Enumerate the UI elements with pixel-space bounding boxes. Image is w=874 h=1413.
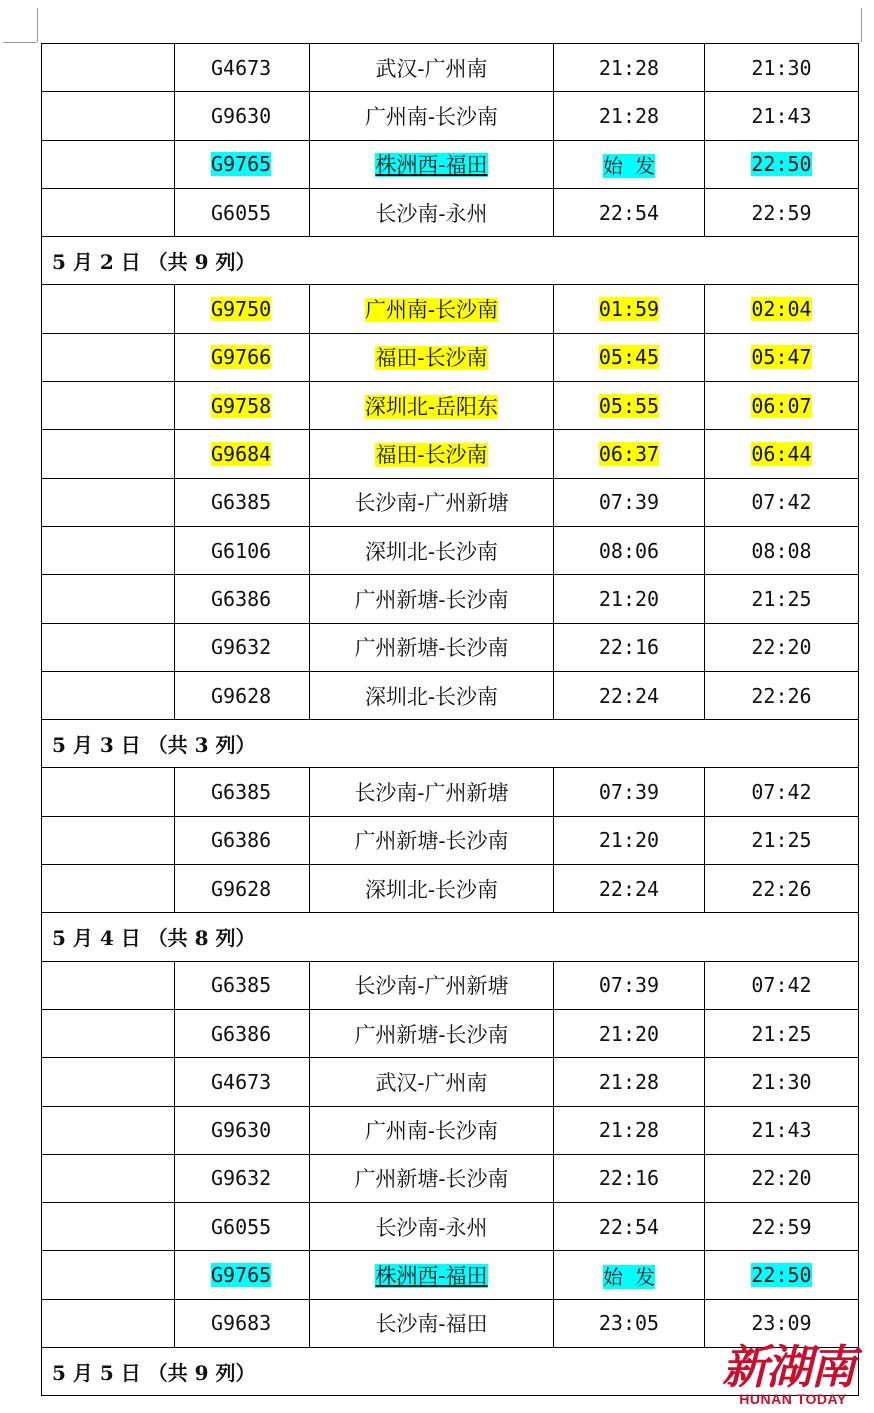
train-number-cell bbox=[175, 1251, 310, 1299]
departure-time: 23:05 bbox=[598, 1311, 660, 1336]
departure-time-cell bbox=[554, 285, 705, 333]
arrival-time: 21:43 bbox=[751, 1118, 812, 1143]
blank-cell-cell bbox=[42, 430, 175, 478]
departure-time-cell bbox=[554, 1251, 705, 1299]
train-number-cell bbox=[175, 526, 310, 574]
departure-time-cell bbox=[554, 430, 705, 478]
arrival-time-cell bbox=[705, 382, 859, 430]
train-route: 广州南-长沙南 bbox=[364, 298, 499, 323]
arrival-time-cell bbox=[705, 1251, 859, 1299]
blank-cell-cell bbox=[42, 768, 175, 816]
blank-cell-cell bbox=[42, 623, 175, 671]
train-row bbox=[42, 430, 859, 478]
crop-mark-top-left-v bbox=[37, 8, 38, 42]
train-route-cell bbox=[310, 961, 554, 1009]
arrival-time-cell bbox=[705, 188, 859, 236]
departure-time-cell bbox=[554, 382, 705, 430]
departure-time: 05:55 bbox=[598, 393, 660, 418]
train-route: 长沙南-福田 bbox=[375, 1312, 488, 1337]
blank-cell-cell bbox=[42, 285, 175, 333]
departure-time: 22:24 bbox=[598, 683, 660, 708]
blank-cell-cell bbox=[42, 1106, 175, 1154]
train-row bbox=[42, 285, 859, 333]
arrival-time-cell bbox=[705, 430, 859, 478]
train-number-cell bbox=[175, 333, 310, 381]
arrival-time: 23:09 bbox=[751, 1311, 812, 1336]
train-number: G6385 bbox=[211, 780, 272, 805]
blank-cell-cell bbox=[42, 478, 175, 526]
train-route-cell bbox=[310, 285, 554, 333]
date-header: 5 月 3 日 （共 3 列） bbox=[42, 720, 859, 768]
arrival-time-cell bbox=[705, 285, 859, 333]
departure-time-cell bbox=[554, 1009, 705, 1057]
arrival-time: 21:25 bbox=[751, 1021, 812, 1046]
train-route: 广州新塘-长沙南 bbox=[354, 636, 509, 661]
departure-time: 21:20 bbox=[598, 828, 660, 853]
train-row bbox=[42, 1154, 859, 1202]
train-route-cell bbox=[310, 1203, 554, 1251]
departure-time: 08:06 bbox=[598, 538, 660, 563]
train-row bbox=[42, 768, 859, 816]
train-number: G9684 bbox=[211, 442, 272, 467]
train-route: 武汉-广州南 bbox=[375, 1070, 488, 1095]
arrival-time: 22:50 bbox=[751, 1263, 812, 1288]
train-number-cell bbox=[175, 1203, 310, 1251]
date-header-row bbox=[42, 913, 859, 961]
train-number-cell bbox=[175, 44, 310, 92]
departure-time: 07:39 bbox=[598, 780, 660, 805]
departure-time-cell bbox=[554, 1299, 705, 1347]
arrival-time: 22:20 bbox=[751, 1166, 812, 1191]
blank-cell-cell bbox=[42, 961, 175, 1009]
blank-cell-cell bbox=[42, 526, 175, 574]
train-schedule-table bbox=[41, 43, 859, 1396]
blank-cell-cell bbox=[42, 671, 175, 719]
train-route-cell bbox=[310, 1154, 554, 1202]
blank-cell-cell bbox=[42, 575, 175, 623]
departure-time: 07:39 bbox=[598, 490, 660, 515]
train-number-cell bbox=[175, 1299, 310, 1347]
blank-cell-cell bbox=[42, 44, 175, 92]
departure-time-cell bbox=[554, 816, 705, 864]
arrival-time: 22:50 bbox=[751, 152, 812, 177]
train-number-cell bbox=[175, 623, 310, 671]
train-route-cell bbox=[310, 1299, 554, 1347]
train-number-cell bbox=[175, 575, 310, 623]
train-route: 长沙南-广州新塘 bbox=[354, 491, 509, 516]
arrival-time-cell bbox=[705, 526, 859, 574]
train-row bbox=[42, 333, 859, 381]
arrival-time-cell bbox=[705, 478, 859, 526]
logo-english-text: HUNAN TODAY bbox=[739, 1391, 847, 1407]
departure-time: 21:28 bbox=[598, 103, 660, 128]
train-route-cell bbox=[310, 188, 554, 236]
arrival-time-cell bbox=[705, 1106, 859, 1154]
train-row bbox=[42, 92, 859, 140]
arrival-time-cell bbox=[705, 92, 859, 140]
arrival-time: 22:59 bbox=[751, 1214, 812, 1239]
blank-cell-cell bbox=[42, 1154, 175, 1202]
departure-time: 06:37 bbox=[598, 442, 660, 467]
train-route: 福田-长沙南 bbox=[375, 443, 488, 468]
departure-time-cell bbox=[554, 1106, 705, 1154]
departure-time: 22:16 bbox=[598, 635, 660, 660]
train-number: G4673 bbox=[211, 1069, 272, 1094]
train-route-cell bbox=[310, 430, 554, 478]
departure-time: 22:24 bbox=[598, 876, 660, 901]
train-number: G9765 bbox=[211, 1263, 272, 1288]
train-route-cell bbox=[310, 140, 554, 188]
train-number-cell bbox=[175, 865, 310, 913]
arrival-time-cell bbox=[705, 671, 859, 719]
departure-time: 22:54 bbox=[598, 200, 660, 225]
departure-time: 21:28 bbox=[598, 1118, 660, 1143]
train-number: G6106 bbox=[211, 538, 272, 563]
departure-time: 21:20 bbox=[598, 1021, 660, 1046]
blank-cell-cell bbox=[42, 1299, 175, 1347]
blank-cell-cell bbox=[42, 333, 175, 381]
train-route: 株洲西-福田 bbox=[375, 1264, 488, 1289]
train-number-cell bbox=[175, 1154, 310, 1202]
train-route-cell bbox=[310, 865, 554, 913]
train-row bbox=[42, 188, 859, 236]
train-route: 深圳北-长沙南 bbox=[364, 539, 499, 564]
train-route-cell bbox=[310, 671, 554, 719]
blank-cell-cell bbox=[42, 1009, 175, 1057]
arrival-time: 07:42 bbox=[751, 490, 812, 515]
arrival-time: 21:25 bbox=[751, 828, 812, 853]
blank-cell-cell bbox=[42, 1058, 175, 1106]
arrival-time: 21:30 bbox=[751, 1069, 812, 1094]
blank-cell-cell bbox=[42, 1203, 175, 1251]
blank-cell-cell bbox=[42, 865, 175, 913]
departure-time: 始 发 bbox=[602, 153, 656, 178]
arrival-time-cell bbox=[705, 961, 859, 1009]
arrival-time: 06:07 bbox=[751, 393, 812, 418]
train-number-cell bbox=[175, 961, 310, 1009]
train-number: G9630 bbox=[211, 103, 272, 128]
date-header: 5 月 4 日 （共 8 列） bbox=[42, 913, 859, 961]
train-route-cell bbox=[310, 333, 554, 381]
train-route: 广州南-长沙南 bbox=[364, 1119, 499, 1144]
arrival-time-cell bbox=[705, 865, 859, 913]
train-row bbox=[42, 478, 859, 526]
departure-time: 21:20 bbox=[598, 586, 660, 611]
train-number-cell bbox=[175, 671, 310, 719]
train-number: G9683 bbox=[211, 1311, 272, 1336]
train-row bbox=[42, 575, 859, 623]
train-row bbox=[42, 961, 859, 1009]
hunan-today-logo bbox=[718, 1331, 868, 1407]
departure-time-cell bbox=[554, 333, 705, 381]
train-number: G6055 bbox=[211, 1214, 272, 1239]
train-number-cell bbox=[175, 1106, 310, 1154]
train-route: 广州新塘-长沙南 bbox=[354, 1167, 509, 1192]
train-row bbox=[42, 1009, 859, 1057]
departure-time-cell bbox=[554, 44, 705, 92]
train-number-cell bbox=[175, 140, 310, 188]
arrival-time: 08:08 bbox=[751, 538, 812, 563]
train-route: 深圳北-长沙南 bbox=[364, 877, 499, 902]
departure-time: 21:28 bbox=[598, 55, 660, 80]
arrival-time: 22:59 bbox=[751, 200, 812, 225]
train-route-cell bbox=[310, 575, 554, 623]
departure-time-cell bbox=[554, 92, 705, 140]
arrival-time-cell bbox=[705, 575, 859, 623]
blank-cell-cell bbox=[42, 1251, 175, 1299]
arrival-time-cell bbox=[705, 768, 859, 816]
train-row bbox=[42, 140, 859, 188]
train-route-cell bbox=[310, 44, 554, 92]
blank-cell-cell bbox=[42, 816, 175, 864]
train-row bbox=[42, 1058, 859, 1106]
train-row bbox=[42, 382, 859, 430]
departure-time-cell bbox=[554, 623, 705, 671]
train-route-cell bbox=[310, 92, 554, 140]
train-row bbox=[42, 44, 859, 92]
train-number-cell bbox=[175, 768, 310, 816]
arrival-time-cell bbox=[705, 44, 859, 92]
departure-time: 22:16 bbox=[598, 1166, 660, 1191]
train-row bbox=[42, 816, 859, 864]
train-number: G6386 bbox=[211, 828, 272, 853]
train-number: G9758 bbox=[211, 393, 272, 418]
train-route: 广州新塘-长沙南 bbox=[354, 829, 509, 854]
train-route: 株洲西-福田 bbox=[375, 153, 488, 178]
train-number: G9632 bbox=[211, 635, 272, 660]
departure-time-cell bbox=[554, 865, 705, 913]
train-route-cell bbox=[310, 816, 554, 864]
arrival-time: 07:42 bbox=[751, 973, 812, 998]
train-number: G6386 bbox=[211, 1021, 272, 1046]
date-header-row bbox=[42, 720, 859, 768]
date-header-row bbox=[42, 237, 859, 285]
blank-cell-cell bbox=[42, 188, 175, 236]
departure-time: 始 发 bbox=[602, 1264, 656, 1289]
train-number-cell bbox=[175, 1009, 310, 1057]
departure-time: 01:59 bbox=[598, 297, 660, 322]
crop-mark-top-left-h bbox=[3, 42, 37, 43]
train-row bbox=[42, 865, 859, 913]
train-number: G9766 bbox=[211, 345, 272, 370]
departure-time-cell bbox=[554, 1154, 705, 1202]
arrival-time-cell bbox=[705, 1009, 859, 1057]
schedule-body bbox=[42, 44, 859, 1396]
train-number: G9630 bbox=[211, 1118, 272, 1143]
train-number: G6055 bbox=[211, 200, 272, 225]
train-row bbox=[42, 623, 859, 671]
train-route-cell bbox=[310, 382, 554, 430]
train-number: G9628 bbox=[211, 683, 272, 708]
arrival-time-cell bbox=[705, 333, 859, 381]
departure-time-cell bbox=[554, 526, 705, 574]
arrival-time-cell bbox=[705, 1203, 859, 1251]
arrival-time: 22:26 bbox=[751, 876, 812, 901]
train-route: 广州南-长沙南 bbox=[364, 104, 499, 129]
train-route-cell bbox=[310, 1106, 554, 1154]
train-number: G9765 bbox=[211, 152, 272, 177]
departure-time: 05:45 bbox=[598, 345, 660, 370]
arrival-time: 07:42 bbox=[751, 780, 812, 805]
departure-time-cell bbox=[554, 1058, 705, 1106]
train-route: 长沙南-永州 bbox=[375, 1215, 488, 1240]
departure-time-cell bbox=[554, 1203, 705, 1251]
departure-time-cell bbox=[554, 575, 705, 623]
train-number: G6385 bbox=[211, 490, 272, 515]
train-route-cell bbox=[310, 1009, 554, 1057]
arrival-time: 06:44 bbox=[751, 442, 812, 467]
departure-time-cell bbox=[554, 188, 705, 236]
train-route: 广州新塘-长沙南 bbox=[354, 587, 509, 612]
logo-chinese-text: 新湖南 bbox=[722, 1340, 854, 1394]
train-number-cell bbox=[175, 92, 310, 140]
train-number: G9632 bbox=[211, 1166, 272, 1191]
arrival-time: 21:25 bbox=[751, 586, 812, 611]
train-number: G9750 bbox=[211, 297, 272, 322]
train-route: 长沙南-永州 bbox=[375, 201, 488, 226]
train-route: 福田-长沙南 bbox=[375, 346, 488, 371]
train-number: G4673 bbox=[211, 55, 272, 80]
train-route-cell bbox=[310, 478, 554, 526]
train-route: 武汉-广州南 bbox=[375, 56, 488, 81]
arrival-time-cell bbox=[705, 140, 859, 188]
train-number-cell bbox=[175, 382, 310, 430]
blank-cell-cell bbox=[42, 140, 175, 188]
train-row bbox=[42, 1251, 859, 1299]
train-route: 广州新塘-长沙南 bbox=[354, 1022, 509, 1047]
train-route-cell bbox=[310, 1058, 554, 1106]
departure-time-cell bbox=[554, 140, 705, 188]
train-row bbox=[42, 1203, 859, 1251]
departure-time-cell bbox=[554, 961, 705, 1009]
train-row bbox=[42, 1106, 859, 1154]
train-number-cell bbox=[175, 816, 310, 864]
train-row bbox=[42, 671, 859, 719]
train-row bbox=[42, 526, 859, 574]
arrival-time-cell bbox=[705, 1154, 859, 1202]
blank-cell-cell bbox=[42, 382, 175, 430]
arrival-time-cell bbox=[705, 623, 859, 671]
date-header: 5 月 5 日 （共 9 列） bbox=[42, 1348, 859, 1396]
train-number: G6385 bbox=[211, 973, 272, 998]
train-number-cell bbox=[175, 188, 310, 236]
crop-mark-top-right-v bbox=[861, 8, 862, 42]
train-route-cell bbox=[310, 1251, 554, 1299]
train-route-cell bbox=[310, 768, 554, 816]
train-number-cell bbox=[175, 1058, 310, 1106]
train-route: 长沙南-广州新塘 bbox=[354, 781, 509, 806]
train-route-cell bbox=[310, 623, 554, 671]
arrival-time-cell bbox=[705, 1058, 859, 1106]
train-route: 深圳北-岳阳东 bbox=[364, 394, 499, 419]
arrival-time-cell bbox=[705, 816, 859, 864]
arrival-time: 21:43 bbox=[751, 103, 812, 128]
arrival-time: 21:30 bbox=[751, 55, 812, 80]
train-number-cell bbox=[175, 478, 310, 526]
arrival-time: 02:04 bbox=[751, 297, 812, 322]
blank-cell-cell bbox=[42, 92, 175, 140]
departure-time-cell bbox=[554, 768, 705, 816]
train-number-cell bbox=[175, 430, 310, 478]
departure-time: 22:54 bbox=[598, 1214, 660, 1239]
train-number: G6386 bbox=[211, 586, 272, 611]
train-number: G9628 bbox=[211, 876, 272, 901]
departure-time-cell bbox=[554, 671, 705, 719]
train-number-cell bbox=[175, 285, 310, 333]
train-route-cell bbox=[310, 526, 554, 574]
date-header: 5 月 2 日 （共 9 列） bbox=[42, 237, 859, 285]
train-route: 长沙南-广州新塘 bbox=[354, 974, 509, 999]
arrival-time: 22:20 bbox=[751, 635, 812, 660]
departure-time-cell bbox=[554, 478, 705, 526]
arrival-time: 05:47 bbox=[751, 345, 812, 370]
departure-time: 07:39 bbox=[598, 973, 660, 998]
departure-time: 21:28 bbox=[598, 1069, 660, 1094]
arrival-time: 22:26 bbox=[751, 683, 812, 708]
train-route: 深圳北-长沙南 bbox=[364, 684, 499, 709]
